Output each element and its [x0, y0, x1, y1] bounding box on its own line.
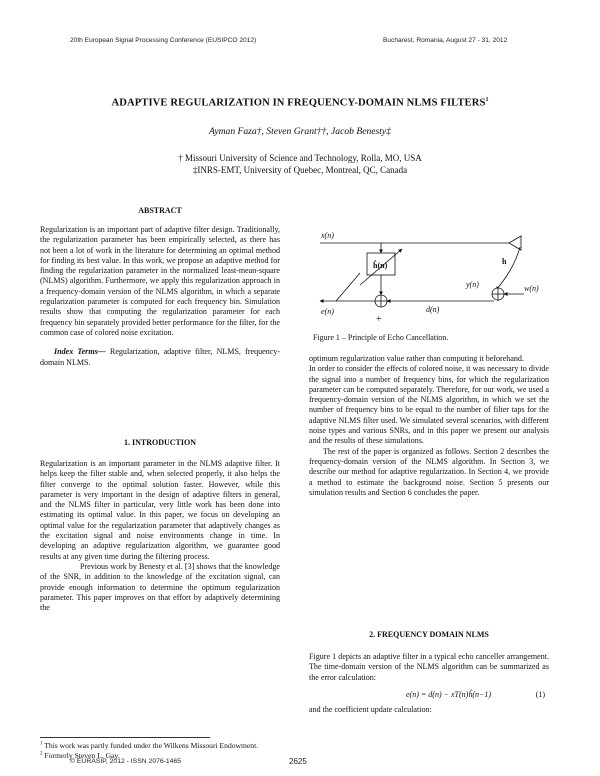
section2-paragraph-2: and the coefficient update calculation: — [309, 705, 432, 714]
title-text: ADAPTIVE REGULARIZATION IN FREQUENCY-DOMAIN NLMS FILTERS — [111, 97, 486, 109]
section2-body — [309, 652, 549, 683]
abstract-body — [40, 225, 280, 368]
label-y: y(n) — [466, 280, 479, 289]
abstract-heading: ABSTRACT — [138, 206, 182, 215]
footnote-divider — [40, 737, 210, 738]
label-h-hat: ĥ(n) — [373, 261, 388, 270]
intro-paragraph-2: Previous work by Benesty et al. [3] shows that the knowledge of the SNR, in addition to the knowledge of the excitation signal, can provide enough information to determine the optimum regularization parameter. This paper improves on that effort by adaptively determining the — [40, 561, 280, 613]
label-e: e(n) — [321, 307, 334, 316]
title-footnote-mark: 1 — [485, 97, 489, 103]
footnote-2-mark: 2 — [40, 751, 43, 757]
label-plus: + — [376, 314, 382, 325]
echo-cancellation-diagram — [306, 223, 550, 343]
label-d: d(n) — [426, 305, 440, 314]
loudspeaker-icon — [509, 236, 521, 250]
affiliation-2: ‡INRS-EMT, University of Quebec, Montreal, QC, Canada — [192, 165, 408, 175]
intro-paragraph-5: The rest of the paper is organized as follows. Section 2 describes the frequency-domain version of the NLMS algorithm. In Section 3, we describe our method for adaptive regularization. In Section 4, we provide a method to estimate the background noise. Section 5 presents our simulation results and Section 6 concludes the paper. — [309, 446, 549, 497]
label-h: h — [502, 257, 507, 266]
section2-heading: 2. FREQUENCY DOMAIN NLMS — [369, 630, 489, 639]
footer-copyright: © EURASIP, 2012 - ISSN 2076-1465 — [70, 758, 182, 765]
figure-caption: Figure 1 – Principle of Echo Cancellation. — [313, 333, 449, 342]
intro-paragraph-1: Regularization is an important parameter in the NLMS adaptive filter. It helps keep the filter stable and, when selected properly, it also helps the filter converge to the optimal solution faster. However, while this parameter is very important in the design of adaptive filters in general, and the NLMS filter in particular, very little work has been done into estimating its optimal value. In this paper, we focus on developing an optimal value for the regularization parameter that adaptively changes as the excitation signal and noise environments change in time. In developing an adaptive regularization algorithm, we guarantee good results at any given time during the filtering process. — [40, 459, 280, 561]
page-number: 2625 — [289, 757, 307, 766]
echo-path — [496, 247, 520, 290]
footnote-1 — [40, 741, 258, 750]
index-terms-list: Regularization, adaptive filter, NLMS, frequency-domain NLMS. — [40, 347, 280, 367]
introduction-left-body — [40, 459, 280, 613]
equation-1-formula: e(n) = d(n) − xT(n)ĥ(n−1) — [406, 690, 492, 699]
error-feedback-line — [336, 273, 360, 301]
index-terms-label: Index Terms— — [54, 347, 106, 357]
footnote-1-mark: 1 — [40, 741, 43, 747]
intro-paragraph-3: optimum regularization value rather than computing it beforehand. — [309, 354, 524, 363]
introduction-heading: 1. INTRODUCTION — [123, 438, 196, 447]
header-location-date: Bucharest, Romania, August 27 - 31, 2012 — [383, 37, 508, 44]
index-terms — [40, 347, 280, 368]
section2-body-cont — [309, 705, 549, 715]
footnote-2-text: Formerly Steven L. Gay. — [44, 751, 120, 760]
footnote-1-text: This work was partly funded under the Wilkens Missouri Endowment. — [44, 741, 259, 750]
introduction-right-body — [309, 354, 549, 498]
equation-1 — [309, 690, 549, 702]
affiliation-1: † Missouri University of Science and Technology, Rolla, MO, USA — [178, 153, 422, 163]
authors: Ayman Faza†, Steven Grant††, Jacob Benesty‡ — [209, 126, 391, 137]
abstract-text: Regularization is an important part of adaptive filter design. Traditionally, the regularization parameter has been empirically selected, as there has not been a lot of work in the literature for determining an optimal method for finding its best value. In this work, we propose an adaptive method for finding the regularization parameter in the normalized least-mean-square (NLMS) algorithm. Furthermore, we apply this regularization approach in a frequency-domain version of the NLMS algorithm, in which a separate regularization parameter is computed for each frequency bin. Simulation results show that computing the regularization parameter for each frequency bin separately provided better performance for the filter, for the common case of colored noise excitation. — [40, 225, 280, 337]
paper-title — [0, 97, 600, 109]
label-x: x(n) — [321, 231, 334, 240]
header-conference: 20th European Signal Processing Conference (EUSIPCO 2012) — [70, 37, 257, 44]
intro-paragraph-4: In order to consider the effects of colored noise, it was necessary to divide the signal into a number of frequency bins, for which the regularization parameter can be computed separately. Therefore, for our work, we used a frequency-domain version of the NLMS algorithm, in which we set the number of frequency bins to be equal to the number of filter taps for the adaptive NLMS filter used. We simulated several scenarios, with different noise types and various SNRs, and in this paper we present our analysis and the results of these simulations. — [309, 364, 549, 446]
equation-1-number: (1) — [535, 690, 545, 699]
section2-paragraph-1: Figure 1 depicts an adaptive filter in a typical echo canceller arrangement. The time-domain version of the NLMS algorithm can be summarized as the error calculation: — [309, 652, 549, 682]
label-w: w(n) — [524, 284, 539, 293]
